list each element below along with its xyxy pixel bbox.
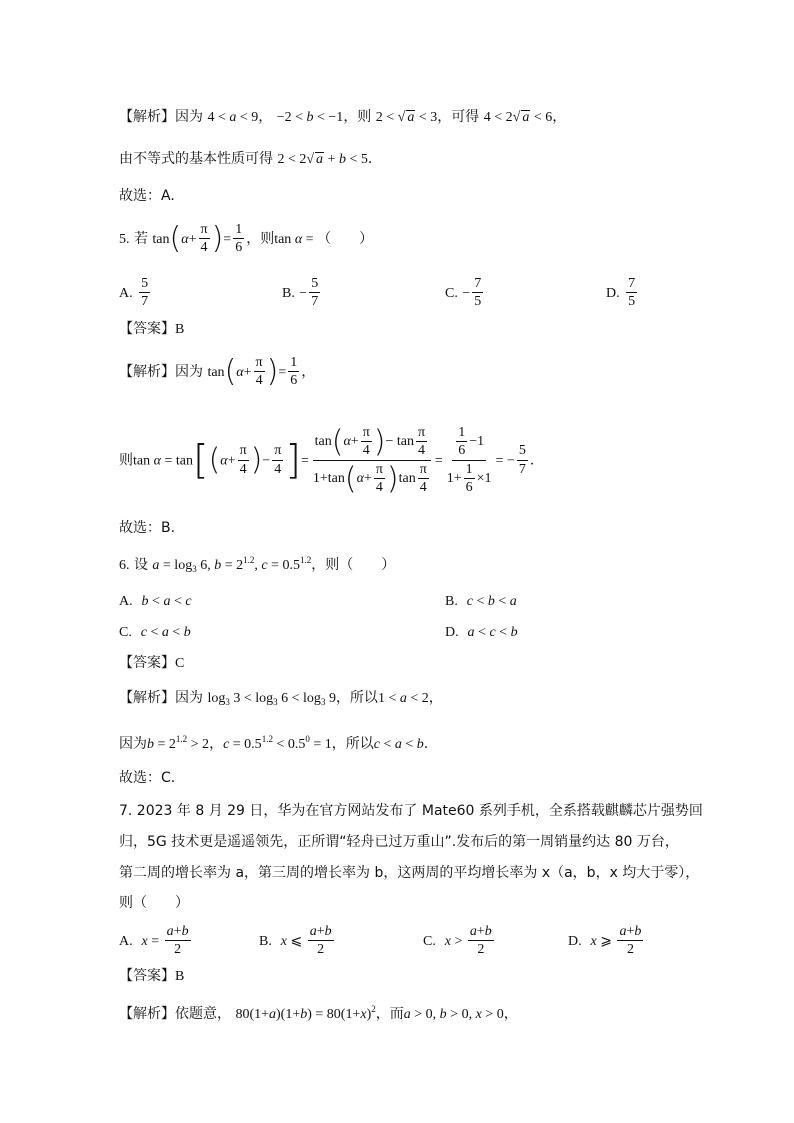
- q5-guxuan: 故选：B.: [119, 520, 176, 536]
- answer-blank: （ ）: [317, 230, 374, 247]
- q7-answer: [119, 969, 184, 984]
- jiexi-tag: 【解析】: [119, 1006, 175, 1022]
- q6-solution-line1: 【解析】因为 $\log_3 3 < \log_3 6 < \log_3 9$，所以1 < a < 2，: [119, 690, 443, 707]
- daan-tag: 【答案】: [119, 968, 175, 984]
- q5-option-a: A. $\frac{5}{7}$: [119, 276, 149, 310]
- jiexi-tag: 【解析】: [119, 363, 175, 380]
- text: ，: [258, 109, 273, 125]
- daan-tag: 【答案】: [119, 321, 175, 337]
- q7-stem-line3: 第二周的增长率为 a，第三周的增长率为 b，这两周的平均增长率为 x（a，b，x 均大于零），: [119, 865, 700, 881]
- q7-solution-line1: 【解析】依题意， $80(1+a)(1+b) = 80(1+x)^2$，而a > 0, b > 0, x > 0，: [119, 1004, 518, 1022]
- text: ，: [552, 109, 567, 125]
- q5-option-b: B. − $\frac{5}{7}$: [282, 276, 319, 310]
- q6-option-d: D. a < c < b: [445, 625, 518, 640]
- text: 因为: [175, 109, 203, 125]
- text: ，所以: [335, 690, 378, 706]
- q6-option-c: C. c < a < b: [119, 625, 191, 640]
- q5-solution-line1: 【解析】因为 tan(α+ $\frac{\pi}{4}$ )= $\frac{1}{6}$ ，: [119, 353, 316, 389]
- q5-solution-line2: 则tan α = tan[(α+ $\frac{\pi}{4}$ )− $\frac{\pi}{4}$ ]= tan(α+ $\frac{\pi}{4}$ )− tan $\frac{\pi}{4}$ 1+tan(α+ $\frac{\pi}{4}$ )tan $\frac{\pi}{4}$ = $\frac{1}{6}$ −1 1+ $\frac{1}{6}$ ×1 = − $\frac{5}{7}$ .: [119, 424, 535, 497]
- q7-option-b: B. x ⩽ $\frac{a+b}{2}$: [259, 924, 332, 958]
- jiexi-tag: 【解析】: [119, 109, 175, 125]
- text: ，则: [246, 230, 275, 247]
- q6-option-b: B. c < b < a: [445, 594, 517, 609]
- question-number: 6.: [119, 558, 130, 573]
- q7-option-d: D. x ⩾ $\frac{a+b}{2}$: [568, 924, 642, 958]
- q7-stem-line1: 7. 2023 年 8 月 29 日，华为在官方网站发布了 Mate60 系列手机，全系搭载麒麟芯片强势回: [119, 803, 703, 819]
- text: ，所以: [331, 736, 374, 752]
- text: ，则: [343, 109, 372, 125]
- q6-option-a: A. b < a < c: [119, 594, 192, 609]
- q5-option-c: C. − $\frac{7}{5}$: [445, 276, 482, 310]
- text: 因为: [175, 363, 203, 380]
- daan-tag: 【答案】: [119, 655, 175, 671]
- text: 由不等式的基本性质可得: [119, 151, 273, 167]
- question-number: 5.: [119, 231, 130, 247]
- answer-value: C: [175, 656, 185, 671]
- q5-stem: 5. 若 tan(α+ $\frac{\pi}{4}$ )= $\frac{1}{6}$ ，则tan α = （ ）: [119, 220, 374, 256]
- q4-solution-line2: 由不等式的基本性质可得 2 < 2√ a + b < 5.: [119, 151, 373, 167]
- q6-stem: 6. 设 $a = \log_3 6$, $b = 2^{1.2}$, $c = 0.5^{1.2}$，则（ ）: [119, 555, 396, 574]
- text: ，: [301, 363, 316, 380]
- q4-solution-line1: 【解析】因为 4 < a < 9， −2 < b < −1，则 2 < √ a < 3，可得 4 < 2√ a < 6，: [119, 109, 567, 125]
- jiexi-tag: 【解析】: [119, 690, 175, 706]
- q7-option-a: A. x = $\frac{a+b}{2}$: [119, 924, 189, 958]
- text: 因为: [119, 736, 147, 752]
- q6-guxuan: 故选：C.: [119, 770, 176, 786]
- text: ，则（ ）: [311, 557, 396, 573]
- q6-solution-line2: 因为$b = 2^{1.2} > 2$，$c = 0.5^{1.2} < 0.5^0 = 1$，所以c < a < b.: [119, 734, 429, 752]
- text: ，而: [375, 1006, 404, 1022]
- text: 若: [133, 230, 148, 247]
- answer-value: B: [175, 322, 185, 337]
- text: 设: [133, 557, 148, 573]
- text: 因为: [175, 690, 203, 706]
- q7-stem-line4: 则（ ）: [119, 895, 189, 911]
- answer-value: B: [175, 969, 185, 984]
- text: 则: [119, 452, 133, 469]
- q7-stem-line2: 归，5G 技术更是遥遥领先，正所谓“轻舟已过万重山”.发布后的第一周销量约达 80 万台，: [119, 834, 679, 850]
- q6-answer: [119, 656, 184, 671]
- q5-answer: [119, 322, 184, 337]
- q4-guxuan: 故选：A.: [119, 188, 175, 204]
- text: ，可得: [437, 109, 480, 125]
- text: .: [367, 151, 373, 167]
- text: 依题意，: [175, 1006, 231, 1022]
- q7-option-c: C. x > $\frac{a+b}{2}$: [423, 924, 492, 958]
- q5-option-d: D. $\frac{7}{5}$: [606, 276, 636, 310]
